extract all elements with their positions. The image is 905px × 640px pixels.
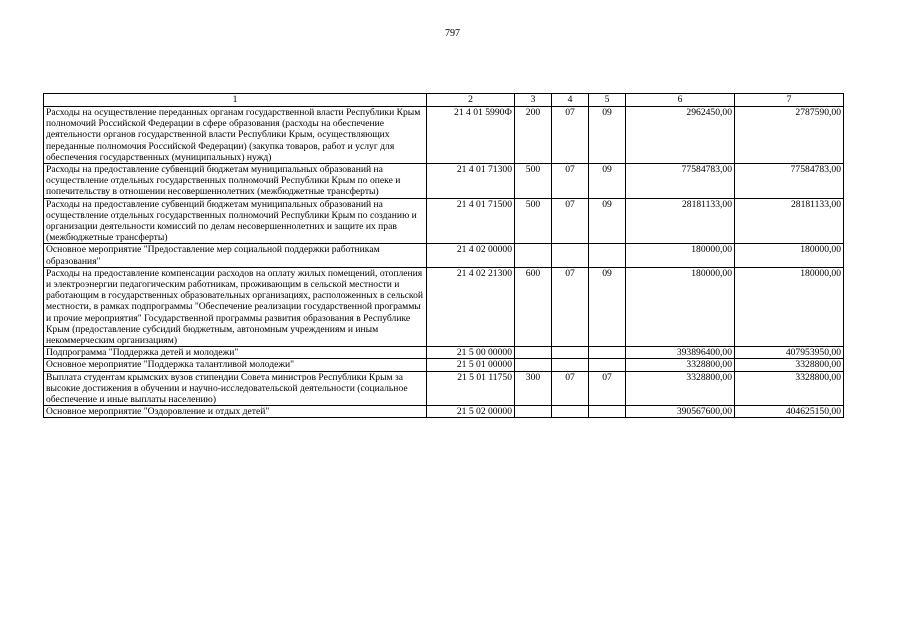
- row-code: 21 5 00 00000: [427, 347, 515, 359]
- row-col7: 2787590,00: [735, 107, 844, 164]
- row-col4: [552, 244, 589, 267]
- row-col6: 3328800,00: [626, 371, 735, 406]
- row-col6: 3328800,00: [626, 359, 735, 371]
- row-code: 21 5 01 00000: [427, 359, 515, 371]
- column-header: 2: [427, 94, 515, 107]
- row-col7: 28181133,00: [735, 198, 844, 244]
- column-header: 5: [589, 94, 626, 107]
- row-col5: [589, 359, 626, 371]
- row-col7: 180000,00: [735, 244, 844, 267]
- row-col4: 07: [552, 371, 589, 406]
- table-row: [44, 347, 844, 359]
- row-col5: 09: [589, 107, 626, 164]
- column-header: 4: [552, 94, 589, 107]
- row-name: Основное мероприятие "Оздоровление и отдых детей": [44, 406, 427, 418]
- row-col3: 500: [515, 164, 552, 199]
- row-col7: 3328800,00: [735, 359, 844, 371]
- row-name: Основное мероприятие "Поддержка талантливой молодежи": [44, 359, 427, 371]
- row-code: 21 4 01 5990Ф: [427, 107, 515, 164]
- row-col6: 180000,00: [626, 244, 735, 267]
- row-col6: 77584783,00: [626, 164, 735, 199]
- row-col3: [515, 347, 552, 359]
- row-col4: [552, 359, 589, 371]
- row-col6: 2962450,00: [626, 107, 735, 164]
- row-col7: 3328800,00: [735, 371, 844, 406]
- row-name: Расходы на осуществление переданных органам государственной власти Республики Крым полномочий Российской Федерации в сфере образования (расходы на обеспечение деятельности органов государственной власти Республики Крым, осуществляющих переданные полномочия Российской Федерации) (закупка товаров, работ и услуг для обеспечения государственных (муниципальных) нужд): [44, 107, 427, 164]
- row-code: 21 4 02 21300: [427, 267, 515, 346]
- row-col3: [515, 406, 552, 418]
- row-col5: 09: [589, 164, 626, 199]
- row-col5: 09: [589, 198, 626, 244]
- column-header: 6: [626, 94, 735, 107]
- table-row: [44, 107, 844, 164]
- row-col4: [552, 406, 589, 418]
- header-row: [44, 94, 844, 107]
- row-col3: [515, 244, 552, 267]
- row-col3: 200: [515, 107, 552, 164]
- row-code: 21 5 02 00000: [427, 406, 515, 418]
- row-col5: [589, 244, 626, 267]
- row-col6: 180000,00: [626, 267, 735, 346]
- row-name: Основное мероприятие "Предоставление мер социальной поддержки работникам образования": [44, 244, 427, 267]
- table-row: [44, 406, 844, 418]
- column-header: 7: [735, 94, 844, 107]
- row-col4: [552, 347, 589, 359]
- row-col7: 77584783,00: [735, 164, 844, 199]
- row-col7: 404625150,00: [735, 406, 844, 418]
- row-name: Расходы на предоставление субвенций бюджетам муниципальных образований на осуществление отдельных государственных полномочий Республики Крым по созданию и организации деятельности комиссий по делам несовершеннолетних и защите их прав (межбюджетные трансферты): [44, 198, 427, 244]
- row-col3: 500: [515, 198, 552, 244]
- row-col5: 07: [589, 371, 626, 406]
- row-name: Расходы на предоставление субвенций бюджетам муниципальных образований на осуществление отдельных государственных полномочий Республики Крым по опеке и попечительству в отношении несовершеннолетних (межбюджетные трансферты): [44, 164, 427, 199]
- row-code: 21 4 02 00000: [427, 244, 515, 267]
- row-col6: 393896400,00: [626, 347, 735, 359]
- row-col4: 07: [552, 267, 589, 346]
- row-name: Подпрограмма "Поддержка детей и молодежи": [44, 347, 427, 359]
- budget-table: [43, 93, 844, 418]
- row-col5: [589, 406, 626, 418]
- row-col4: 07: [552, 198, 589, 244]
- row-code: 21 4 01 71500: [427, 198, 515, 244]
- row-col4: 07: [552, 164, 589, 199]
- table-row: [44, 267, 844, 346]
- page-number: 797: [445, 28, 460, 39]
- row-code: 21 5 01 11750: [427, 371, 515, 406]
- row-name: Расходы на предоставление компенсации расходов на оплату жилых помещений, отопления и электроэнергии педагогическим работникам, проживающим в сельской местности и работающим в государственных образовательных организациях, расположенных в сельской местности, в рамках подпрограммы "Обеспечение реализации государственной программы и прочие мероприятия" Государственной программы развития образования в Республике Крым (предоставление субсидий бюджетным, автономным учреждениям и иным некоммерческим организациям): [44, 267, 427, 346]
- row-col4: 07: [552, 107, 589, 164]
- row-col3: 600: [515, 267, 552, 346]
- row-col5: 09: [589, 267, 626, 346]
- table-row: [44, 198, 844, 244]
- column-header: 3: [515, 94, 552, 107]
- table-row: [44, 371, 844, 406]
- row-col7: 407953950,00: [735, 347, 844, 359]
- row-col7: 180000,00: [735, 267, 844, 346]
- table-row: [44, 164, 844, 199]
- row-code: 21 4 01 71300: [427, 164, 515, 199]
- table-row: [44, 244, 844, 267]
- column-header: 1: [44, 94, 427, 107]
- row-col6: 390567600,00: [626, 406, 735, 418]
- row-col6: 28181133,00: [626, 198, 735, 244]
- row-col3: 300: [515, 371, 552, 406]
- row-col3: [515, 359, 552, 371]
- table-row: [44, 359, 844, 371]
- row-col5: [589, 347, 626, 359]
- row-name: Выплата студентам крымских вузов стипендии Совета министров Республики Крым за высокие достижения в обучении и научно-исследовательской деятельности (социальное обеспечение и иные выплаты населению): [44, 371, 427, 406]
